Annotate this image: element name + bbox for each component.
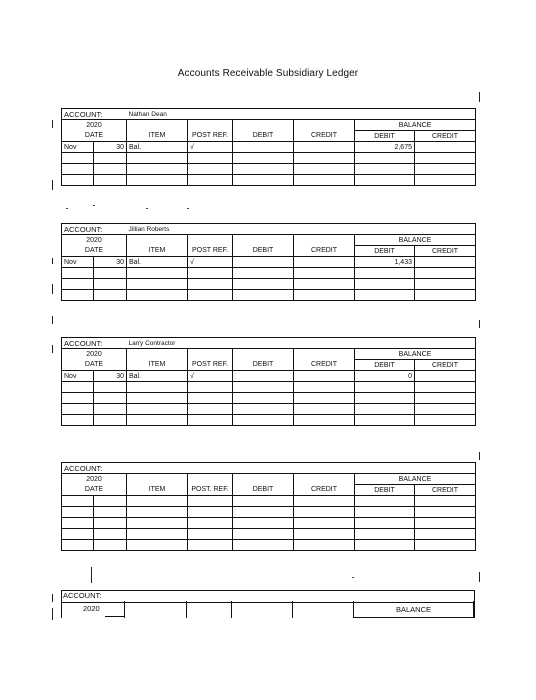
item-header: ITEM — [127, 360, 188, 371]
balance-debit-header: DEBIT — [355, 360, 415, 371]
entry-balance-debit: 1,433 — [355, 257, 415, 268]
table-row — [62, 257, 476, 268]
year-header: 2020 — [83, 604, 100, 613]
entry-day: 30 — [94, 142, 127, 153]
table-row — [62, 142, 476, 153]
table-row — [62, 290, 476, 301]
entry-month: Nov — [62, 142, 94, 153]
balance-header: BALANCE — [355, 349, 476, 360]
entry-item: Bal. — [127, 371, 188, 382]
entry-month: Nov — [62, 371, 94, 382]
item-header: ITEM — [127, 485, 188, 496]
table-row — [62, 507, 476, 518]
entry-day: 30 — [94, 371, 127, 382]
table-row — [62, 518, 476, 529]
balance-header: BALANCE — [355, 235, 476, 246]
account-label: ACCOUNT: — [62, 109, 127, 120]
entry-balance-debit: 2,675 — [355, 142, 415, 153]
balance-credit-header: CREDIT — [415, 246, 476, 257]
ledger-partial — [61, 590, 475, 618]
date-header: DATE — [62, 485, 127, 496]
table-row — [62, 382, 476, 393]
credit-header: CREDIT — [294, 485, 355, 496]
date-header: DATE — [62, 131, 127, 142]
account-name: Larry Contractor — [127, 338, 476, 349]
entry-balance-debit: 0 — [355, 371, 415, 382]
table-row — [62, 268, 476, 279]
table-row — [62, 415, 476, 426]
table-row — [62, 164, 476, 175]
debit-header: DEBIT — [233, 360, 294, 371]
account-label: ACCOUNT: — [62, 463, 127, 474]
year-header: 2020 — [62, 120, 127, 131]
credit-header: CREDIT — [294, 246, 355, 257]
year-header: 2020 — [62, 235, 127, 246]
item-header: ITEM — [127, 131, 188, 142]
ledger-jillian-roberts — [61, 223, 476, 301]
debit-header: DEBIT — [233, 131, 294, 142]
entry-post-ref: √ — [188, 371, 233, 382]
balance-header: BALANCE — [355, 474, 476, 485]
table-row — [62, 279, 476, 290]
balance-header: BALANCE — [396, 605, 432, 614]
balance-credit-header: CREDIT — [415, 360, 476, 371]
account-name — [127, 463, 476, 474]
balance-credit-header: CREDIT — [415, 485, 476, 496]
balance-header: BALANCE — [355, 120, 476, 131]
balance-debit-header: DEBIT — [355, 485, 415, 496]
balance-credit-header: CREDIT — [415, 131, 476, 142]
balance-debit-header: DEBIT — [355, 131, 415, 142]
debit-header: DEBIT — [233, 485, 294, 496]
entry-month: Nov — [62, 257, 94, 268]
table-row — [62, 175, 476, 186]
post-ref-header: POST REF. — [188, 131, 233, 142]
account-name: Jillian Roberts — [127, 224, 476, 235]
entry-post-ref: √ — [188, 257, 233, 268]
credit-header: CREDIT — [294, 131, 355, 142]
table-row — [62, 153, 476, 164]
date-header: DATE — [62, 360, 127, 371]
post-ref-header: POST. REF. — [188, 485, 233, 496]
account-label: ACCOUNT: — [63, 591, 102, 600]
item-header: ITEM — [127, 246, 188, 257]
entry-day: 30 — [94, 257, 127, 268]
entry-item: Bal. — [127, 142, 188, 153]
ledger-larry-contractor — [61, 337, 476, 426]
table-row — [62, 496, 476, 507]
post-ref-header: POST REF. — [188, 246, 233, 257]
entry-item: Bal. — [127, 257, 188, 268]
account-name: Nathan Dean — [127, 109, 476, 120]
entry-post-ref: √ — [188, 142, 233, 153]
balance-debit-header: DEBIT — [355, 246, 415, 257]
ledger-nathan-dean — [61, 108, 476, 186]
table-row — [62, 404, 476, 415]
date-header: DATE — [62, 246, 127, 257]
year-header: 2020 — [62, 349, 127, 360]
post-ref-header: POST REF. — [188, 360, 233, 371]
credit-header: CREDIT — [294, 360, 355, 371]
table-row — [62, 529, 476, 540]
debit-header: DEBIT — [233, 246, 294, 257]
account-label: ACCOUNT: — [62, 224, 127, 235]
table-row — [62, 371, 476, 382]
account-label: ACCOUNT: — [62, 338, 127, 349]
page-title: Accounts Receivable Subsidiary Ledger — [177, 68, 359, 79]
ledger-blank — [61, 462, 476, 551]
table-row — [62, 540, 476, 551]
table-row — [62, 393, 476, 404]
year-header: 2020 — [62, 474, 127, 485]
